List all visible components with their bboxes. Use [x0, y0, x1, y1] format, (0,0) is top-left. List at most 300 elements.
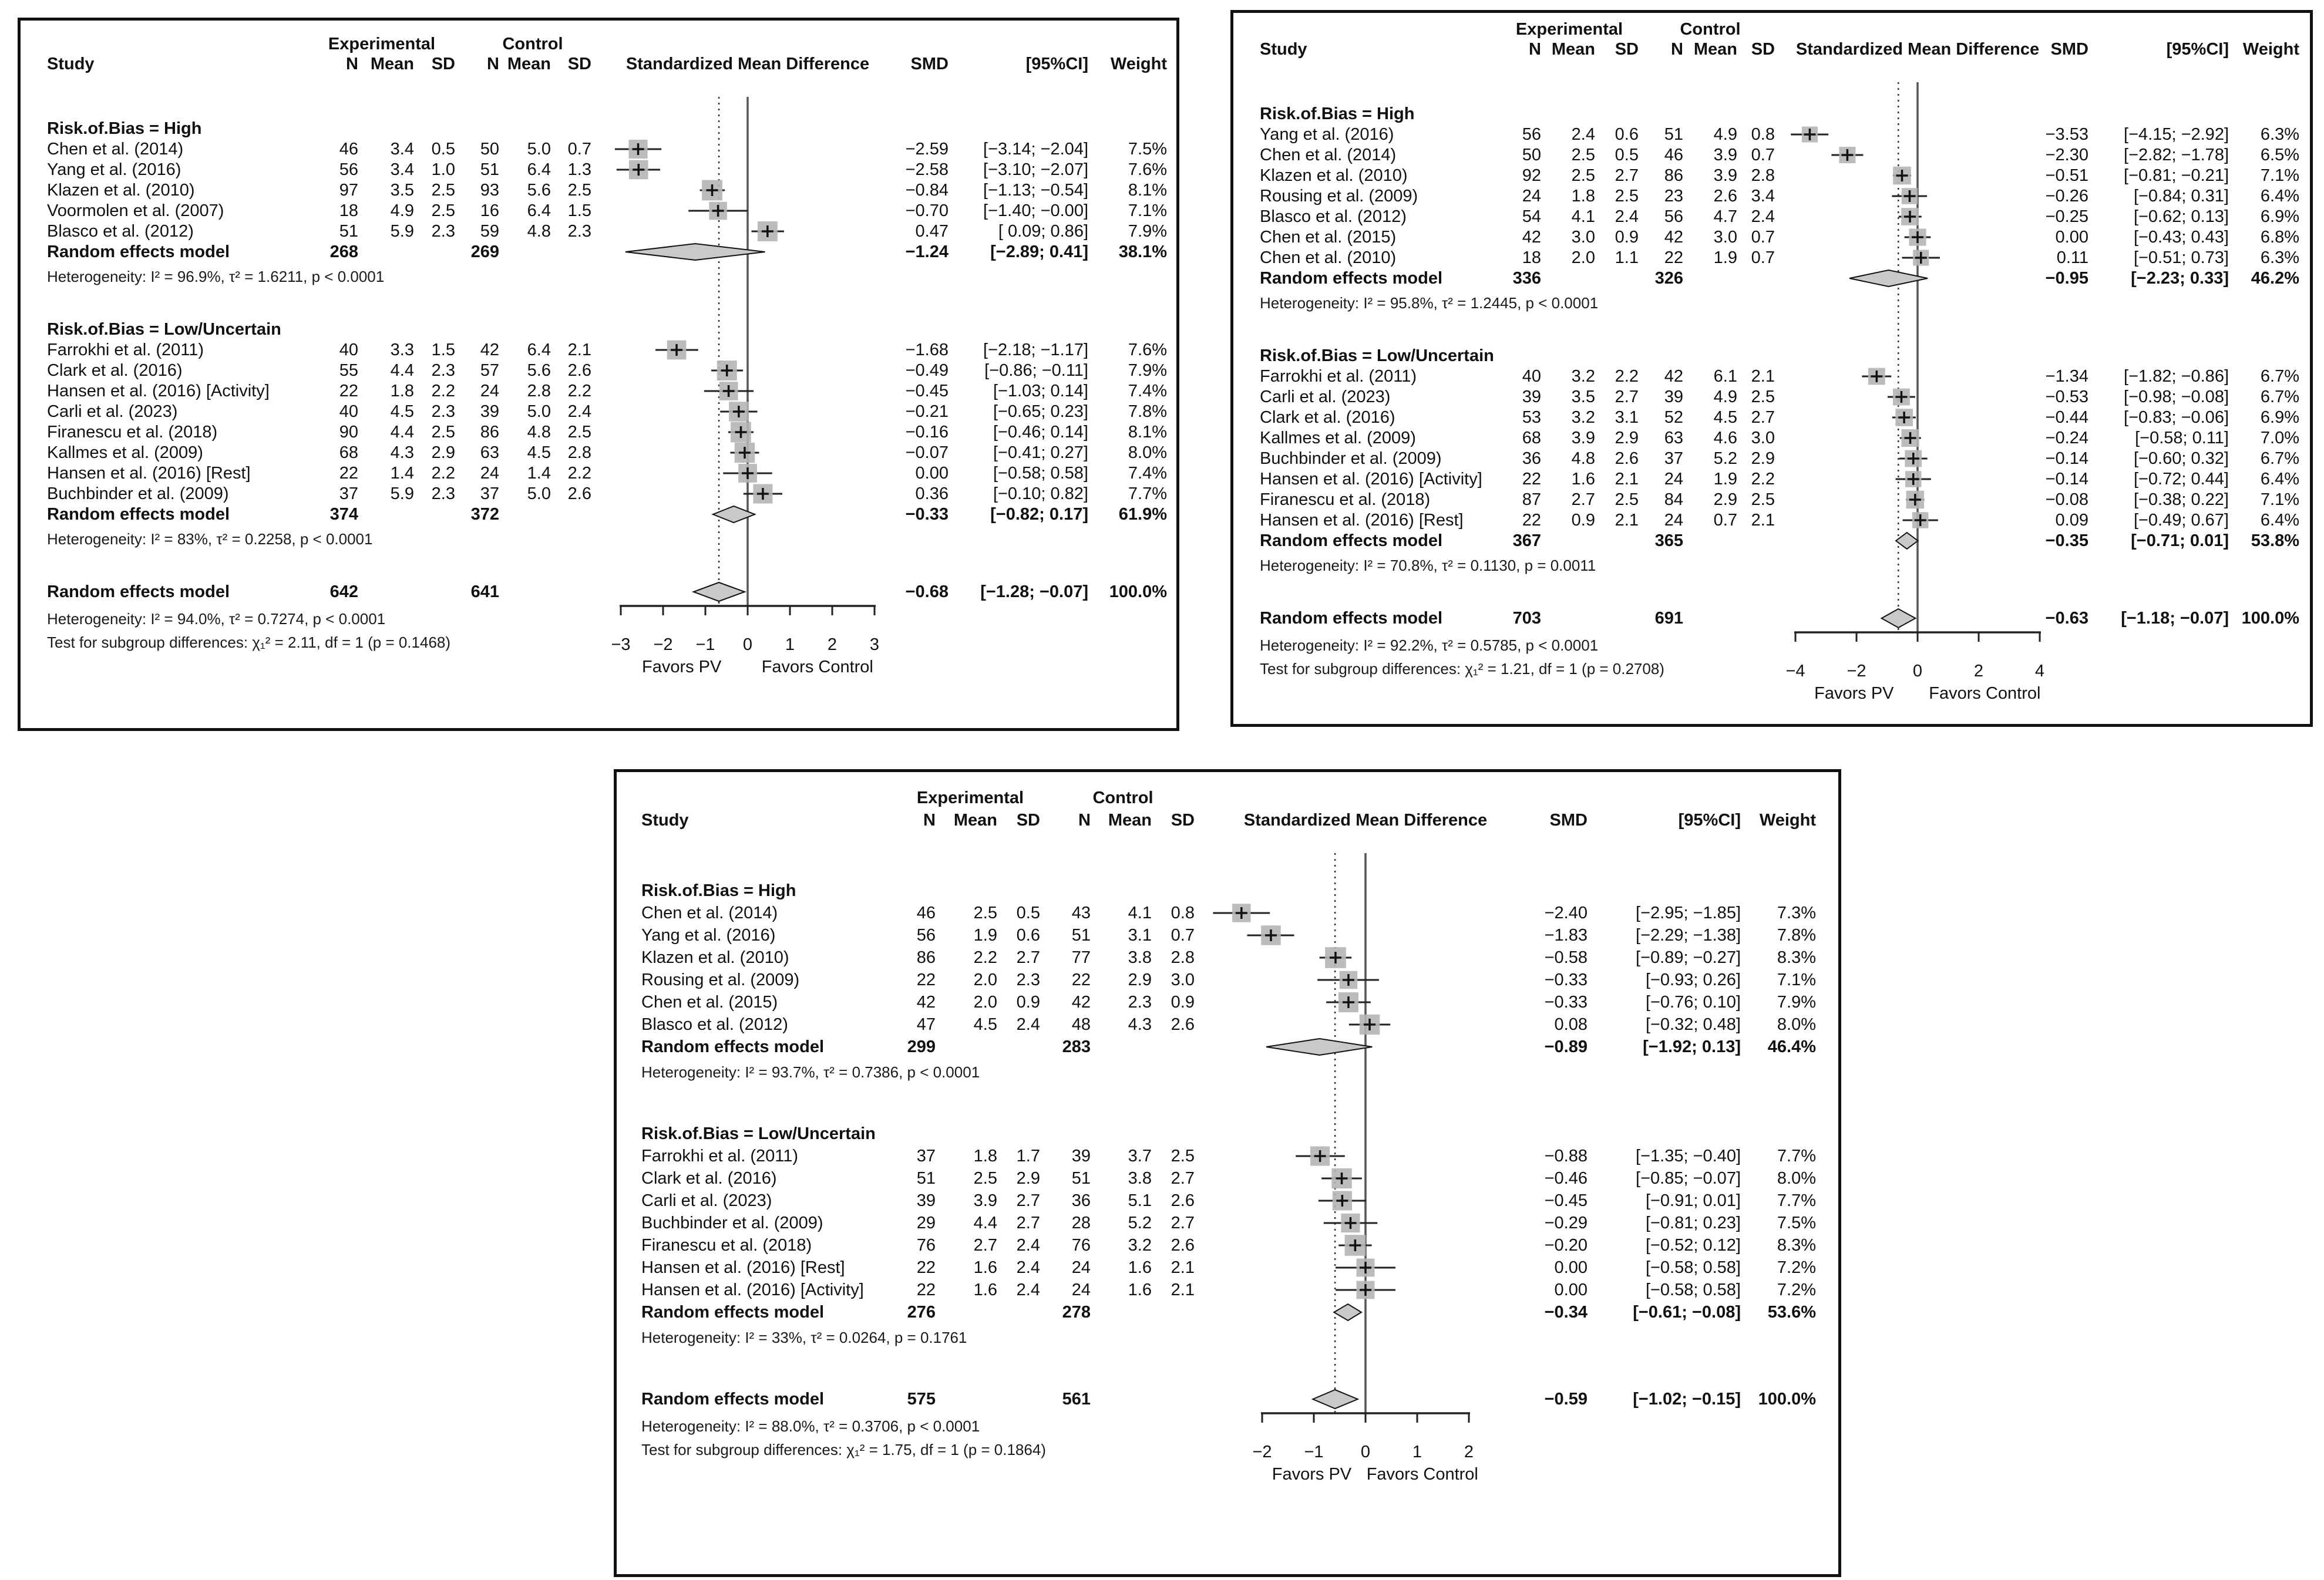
study-label: Chen et al. (2014): [47, 140, 184, 159]
mean-header: Mean: [507, 55, 551, 73]
control-n: 52: [1664, 408, 1683, 427]
forest-plot-panel-1: [18, 18, 1179, 731]
experimental-n: 97: [339, 181, 358, 200]
control-sd: 2.4: [1751, 207, 1775, 226]
experimental-mean: 3.2: [1571, 408, 1595, 427]
experimental-sd: 2.7: [1016, 1214, 1040, 1232]
experimental-n: 18: [1522, 248, 1541, 267]
experimental-sd: 2.7: [1016, 948, 1040, 967]
control-mean: 3.8: [1128, 1169, 1152, 1188]
smd-value: −2.30: [2045, 146, 2088, 164]
weight-value: 8.1%: [1128, 423, 1167, 442]
smd-value: −0.33: [905, 505, 949, 524]
ci-value: [−0.72; 0.44]: [2133, 470, 2229, 489]
experimental-n: 24: [1522, 187, 1541, 205]
experimental-header: Experimental: [916, 789, 1024, 807]
control-sd: 2.8: [1751, 166, 1775, 185]
control-n: 24: [1071, 1281, 1091, 1299]
control-sd: 2.6: [1171, 1015, 1195, 1034]
control-sd: 2.2: [567, 464, 591, 483]
favors-left-label: Favors PV: [641, 658, 722, 676]
subgroup-label: Risk.of.Bias = High: [641, 881, 796, 900]
smd-value: −0.84: [905, 181, 949, 200]
heterogeneity-row: [617, 1062, 1838, 1083]
ci-value: [−0.61; −0.08]: [1633, 1303, 1741, 1322]
study-row: [617, 925, 1838, 946]
weight-value: 8.0%: [1777, 1015, 1816, 1034]
weight-value: 61.9%: [1118, 505, 1167, 524]
heterogeneity-note: Heterogeneity: I² = 83%, τ² = 0.2258, p < 0.0001: [47, 530, 373, 548]
control-mean: 5.6: [527, 181, 551, 200]
study-label: Farrokhi et al. (2011): [47, 341, 204, 359]
experimental-sd: 2.3: [1016, 971, 1040, 989]
experimental-n: 22: [1522, 511, 1541, 530]
experimental-n: 50: [1522, 146, 1541, 164]
study-row: [617, 969, 1838, 991]
study-row: [617, 1257, 1838, 1278]
weight-value: 7.0%: [2260, 429, 2299, 447]
axis-tick-label: −4: [1785, 662, 1805, 680]
control-n: 36: [1071, 1191, 1091, 1210]
control-mean: 3.1: [1128, 926, 1152, 945]
experimental-mean: 1.6: [973, 1258, 997, 1277]
experimental-n: 42: [1522, 228, 1541, 247]
smd-value: −0.25: [2045, 207, 2088, 226]
experimental-n: 18: [339, 201, 358, 220]
control-mean: 5.6: [527, 361, 551, 380]
smd-value: −1.83: [1544, 926, 1588, 945]
control-mean: 3.2: [1128, 1236, 1152, 1255]
weight-value: 100.0%: [1109, 582, 1167, 601]
experimental-mean: 3.9: [973, 1191, 997, 1210]
control-n: 24: [1664, 470, 1683, 489]
experimental-n: 68: [339, 443, 358, 462]
study-row: [1233, 386, 2310, 407]
experimental-sd: 1.0: [431, 160, 455, 179]
n-header: N: [1078, 811, 1091, 830]
mean-header: Mean: [953, 811, 997, 830]
experimental-n: 29: [916, 1214, 936, 1232]
smd-header: SMD: [910, 55, 949, 73]
ci-value: [−0.89; −0.27]: [1636, 948, 1741, 967]
experimental-n: 367: [1512, 531, 1541, 550]
weight-value: 7.1%: [2260, 490, 2299, 509]
weight-value: 6.7%: [2260, 367, 2299, 386]
heterogeneity-row: [617, 1327, 1838, 1348]
mean-header: Mean: [1108, 811, 1152, 830]
smd-value: −2.59: [905, 140, 949, 159]
control-n: 24: [1071, 1258, 1091, 1277]
experimental-mean: 3.4: [390, 160, 414, 179]
mean-header: Mean: [370, 55, 414, 73]
experimental-n: 336: [1512, 269, 1541, 288]
subgroup-summary-row: [617, 1036, 1838, 1057]
subgroup-label-row: [21, 319, 1176, 340]
study-row: [1233, 427, 2310, 449]
experimental-mean: 2.5: [973, 904, 997, 922]
overall-label: Random effects model: [641, 1390, 824, 1409]
ci-value: [−0.60; 0.32]: [2133, 449, 2229, 468]
experimental-mean: 3.4: [390, 140, 414, 159]
ci-value: [−2.95; −1.85]: [1636, 904, 1741, 922]
control-n: 51: [480, 160, 499, 179]
study-row: [1233, 489, 2310, 510]
experimental-mean: 2.5: [973, 1169, 997, 1188]
control-mean: 2.3: [1128, 993, 1152, 1012]
control-sd: 0.9: [1171, 993, 1195, 1012]
control-n: 24: [480, 382, 499, 400]
weight-value: 7.5%: [1777, 1214, 1816, 1232]
experimental-mean: 3.5: [390, 181, 414, 200]
experimental-n: 54: [1522, 207, 1541, 226]
study-row: [21, 442, 1176, 463]
experimental-sd: 2.2: [1615, 367, 1639, 386]
summary-label: Random effects model: [641, 1303, 824, 1322]
control-sd: 2.7: [1171, 1169, 1195, 1188]
experimental-mean: 1.4: [390, 464, 414, 483]
smd-value: −0.45: [1544, 1191, 1588, 1210]
study-row: [1233, 165, 2310, 186]
control-sd: 2.1: [567, 341, 591, 359]
control-sd: 2.6: [567, 361, 591, 380]
smd-value: −0.63: [2045, 609, 2088, 628]
control-sd: 2.1: [1171, 1281, 1195, 1299]
control-sd: 3.0: [1751, 429, 1775, 447]
experimental-sd: 0.5: [431, 140, 455, 159]
control-n: 42: [1664, 367, 1683, 386]
ci-value: [−0.58; 0.58]: [993, 464, 1088, 483]
smd-value: −0.33: [1544, 971, 1588, 989]
study-row: [1233, 124, 2310, 145]
control-n: 16: [480, 201, 499, 220]
control-mean: 4.9: [1713, 388, 1737, 406]
subgroup-label-row: [21, 118, 1176, 139]
axis-tick-labels: [617, 1441, 1838, 1463]
ci-value: [−0.83; −0.06]: [2124, 408, 2229, 427]
ci-value: [−0.41; 0.27]: [993, 443, 1088, 462]
study-label: Carli et al. (2023): [1260, 388, 1391, 406]
experimental-sd: 2.4: [1016, 1015, 1040, 1034]
overall-summary-row: [21, 581, 1176, 602]
experimental-n: 37: [916, 1147, 936, 1165]
subgroup-test-note: Test for subgroup differences: χ₁² = 1.21, df = 1 (p = 0.2708): [1260, 660, 1664, 678]
smd-value: −0.59: [1544, 1390, 1588, 1409]
weight-value: 8.3%: [1777, 948, 1816, 967]
study-row: [21, 180, 1176, 201]
experimental-mean: 2.5: [1571, 146, 1595, 164]
summary-label: Random effects model: [47, 505, 230, 524]
study-label: Rousing et al. (2009): [641, 971, 800, 989]
axis-tick-label: 4: [2034, 662, 2045, 680]
ci-value: [−0.46; 0.14]: [993, 423, 1088, 442]
smd-value: −0.29: [1544, 1214, 1588, 1232]
smd-value: −0.24: [2045, 429, 2088, 447]
ci-header: [95%CI]: [1678, 811, 1741, 830]
weight-value: 7.9%: [1777, 993, 1816, 1012]
n-header: N: [1671, 40, 1683, 59]
weight-value: 6.7%: [2260, 388, 2299, 406]
weight-value: 7.4%: [1128, 382, 1167, 400]
ci-value: [−0.81; 0.23]: [1645, 1214, 1741, 1232]
weight-value: 100.0%: [1758, 1390, 1816, 1409]
study-label: Blasco et al. (2012): [47, 222, 194, 241]
experimental-n: 22: [916, 1281, 936, 1299]
control-sd: 1.3: [567, 160, 591, 179]
smd-value: −2.58: [905, 160, 949, 179]
smd-value: 0.00: [2055, 228, 2088, 247]
control-n: 51: [1664, 125, 1683, 144]
heterogeneity-note: Heterogeneity: I² = 88.0%, τ² = 0.3706, p < 0.0001: [641, 1417, 980, 1435]
sd-header: SD: [567, 55, 591, 73]
experimental-mean: 4.5: [390, 402, 414, 421]
summary-label: Random effects model: [1260, 269, 1442, 288]
axis-tick-label: −2: [1252, 1443, 1272, 1461]
experimental-sd: 2.1: [1615, 511, 1639, 530]
control-mean: 1.9: [1713, 248, 1737, 267]
study-label: Blasco et al. (2012): [1260, 207, 1407, 226]
axis-tick-label: −2: [1847, 662, 1866, 680]
experimental-header: Experimental: [328, 35, 436, 53]
control-sd: 2.8: [567, 443, 591, 462]
subgroup-summary-row: [1233, 530, 2310, 551]
experimental-sd: 2.3: [431, 361, 455, 380]
weight-value: 7.6%: [1128, 341, 1167, 359]
experimental-sd: 2.5: [431, 181, 455, 200]
axis-tick-labels: [1233, 661, 2310, 682]
control-mean: 3.7: [1128, 1147, 1152, 1165]
ci-value: [−0.84; 0.31]: [2133, 187, 2229, 205]
control-sd: 0.8: [1751, 125, 1775, 144]
sd-header: SD: [1016, 811, 1040, 830]
experimental-sd: 2.5: [431, 423, 455, 442]
control-mean: 4.8: [527, 222, 551, 241]
heterogeneity-row: [1233, 292, 2310, 314]
ci-value: [−0.91; 0.01]: [1645, 1191, 1741, 1210]
experimental-n: 37: [339, 484, 358, 503]
control-n: 63: [480, 443, 499, 462]
study-row: [617, 1168, 1838, 1189]
experimental-n: 47: [916, 1015, 936, 1034]
experimental-mean: 4.1: [1571, 207, 1595, 226]
control-mean: 4.5: [527, 443, 551, 462]
overall-label: Random effects model: [47, 582, 230, 601]
ci-value: [−0.52; 0.12]: [1645, 1236, 1741, 1255]
subgroup-label-row: [1233, 345, 2310, 366]
study-label: Farrokhi et al. (2011): [641, 1147, 799, 1165]
control-sd: 0.8: [1171, 904, 1195, 922]
experimental-mean: 1.8: [973, 1147, 997, 1165]
ci-value: [−0.51; 0.73]: [2133, 248, 2229, 267]
study-label: Rousing et al. (2009): [1260, 187, 1418, 205]
study-label: Voormolen et al. (2007): [47, 201, 224, 220]
experimental-sd: 2.3: [431, 222, 455, 241]
smd-value: −0.95: [2045, 269, 2088, 288]
experimental-mean: 2.5: [1571, 166, 1595, 185]
study-row: [617, 902, 1838, 924]
smd-value: −0.26: [2045, 187, 2088, 205]
study-row: [21, 360, 1176, 381]
smd-value: −0.46: [1544, 1169, 1588, 1188]
study-label: Chen et al. (2014): [641, 904, 778, 922]
weight-value: 53.8%: [2251, 531, 2299, 550]
sd-header: SD: [431, 55, 455, 73]
smd-value: −0.88: [1544, 1147, 1588, 1165]
control-sd: 2.1: [1171, 1258, 1195, 1277]
experimental-n: 575: [907, 1390, 936, 1409]
control-n: 372: [470, 505, 499, 524]
experimental-sd: 2.5: [1615, 490, 1639, 509]
weight-value: 53.6%: [1767, 1303, 1816, 1322]
ci-value: [ 0.09; 0.86]: [998, 222, 1088, 241]
study-row: [21, 200, 1176, 221]
experimental-mean: 3.9: [1571, 429, 1595, 447]
weight-value: 6.9%: [2260, 408, 2299, 427]
ci-value: [−2.89; 0.41]: [990, 242, 1088, 261]
control-n: 24: [480, 464, 499, 483]
study-label: Buchbinder et al. (2009): [641, 1214, 823, 1232]
control-sd: 2.6: [1171, 1236, 1195, 1255]
experimental-n: 22: [339, 464, 358, 483]
experimental-sd: 3.1: [1615, 408, 1639, 427]
experimental-n: 92: [1522, 166, 1541, 185]
experimental-n: 51: [339, 222, 358, 241]
experimental-n: 642: [329, 582, 358, 601]
experimental-sd: 2.7: [1615, 388, 1639, 406]
study-row: [21, 401, 1176, 422]
weight-value: 6.7%: [2260, 449, 2299, 468]
control-n: 561: [1062, 1390, 1091, 1409]
ci-value: [−0.58; 0.58]: [1645, 1258, 1741, 1277]
control-n: 365: [1654, 531, 1683, 550]
experimental-mean: 4.5: [973, 1015, 997, 1034]
smd-value: −0.07: [905, 443, 949, 462]
control-mean: 6.1: [1713, 367, 1737, 386]
experimental-mean: 1.9: [973, 926, 997, 945]
experimental-sd: 2.7: [1615, 166, 1639, 185]
weight-header: Weight: [1110, 55, 1167, 73]
control-n: 22: [1664, 248, 1683, 267]
experimental-n: 55: [339, 361, 358, 380]
experimental-n: 56: [1522, 125, 1541, 144]
control-n: 23: [1664, 187, 1683, 205]
weight-value: 38.1%: [1118, 242, 1167, 261]
control-mean: 3.0: [1713, 228, 1737, 247]
study-row: [617, 1212, 1838, 1234]
control-n: 77: [1071, 948, 1091, 967]
experimental-mean: 2.0: [973, 993, 997, 1012]
axis-tick-label: −1: [695, 635, 715, 654]
study-label: Klazen et al. (2010): [641, 948, 789, 967]
experimental-n: 76: [916, 1236, 936, 1255]
experimental-n: 46: [916, 904, 936, 922]
experimental-mean: 1.6: [1571, 470, 1595, 489]
experimental-sd: 2.7: [1016, 1191, 1040, 1210]
experimental-sd: 0.9: [1016, 993, 1040, 1012]
ci-value: [−0.49; 0.67]: [2133, 511, 2229, 530]
study-label: Chen et al. (2010): [1260, 248, 1397, 267]
experimental-n: 22: [339, 382, 358, 400]
study-row: [617, 1235, 1838, 1256]
experimental-sd: 2.6: [1615, 449, 1639, 468]
control-mean: 4.9: [1713, 125, 1737, 144]
study-row: [21, 422, 1176, 443]
control-mean: 2.8: [527, 382, 551, 400]
smd-value: −0.58: [1544, 948, 1588, 967]
experimental-mean: 2.0: [1571, 248, 1595, 267]
ci-value: [−2.29; −1.38]: [1636, 926, 1741, 945]
smd-value: −0.53: [2045, 388, 2088, 406]
ci-value: [−0.43; 0.43]: [2133, 228, 2229, 247]
weight-value: 6.4%: [2260, 511, 2299, 530]
subgroup-label: Risk.of.Bias = Low/Uncertain: [1260, 346, 1494, 365]
experimental-n: 42: [916, 993, 936, 1012]
control-mean: 4.1: [1128, 904, 1152, 922]
heterogeneity-note: Heterogeneity: I² = 94.0%, τ² = 0.7274, p < 0.0001: [47, 610, 386, 628]
weight-value: 7.4%: [1128, 464, 1167, 483]
weight-header: Weight: [1759, 811, 1816, 830]
experimental-n: 56: [916, 926, 936, 945]
study-label: Klazen et al. (2010): [1260, 166, 1408, 185]
control-n: 56: [1664, 207, 1683, 226]
subgroup-label-row: [617, 880, 1838, 901]
experimental-sd: 2.9: [431, 443, 455, 462]
weight-value: 46.2%: [2251, 269, 2299, 288]
ci-value: [−3.10; −2.07]: [983, 160, 1088, 179]
n-header: N: [1529, 40, 1541, 59]
experimental-header: Experimental: [1515, 20, 1623, 39]
control-n: 42: [480, 341, 499, 359]
control-mean: 3.8: [1128, 948, 1152, 967]
weight-value: 7.1%: [1777, 971, 1816, 989]
study-row: [21, 380, 1176, 402]
ci-value: [−0.58; 0.58]: [1645, 1281, 1741, 1299]
control-n: 39: [1664, 388, 1683, 406]
control-n: 283: [1062, 1037, 1091, 1056]
experimental-mean: 2.7: [973, 1236, 997, 1255]
experimental-sd: 2.3: [431, 484, 455, 503]
overall-summary-row: [617, 1389, 1838, 1410]
experimental-n: 22: [916, 971, 936, 989]
weight-value: 7.1%: [1128, 201, 1167, 220]
weight-value: 100.0%: [2241, 609, 2299, 628]
subgroup-summary-row: [21, 241, 1176, 262]
control-sd: 2.5: [567, 181, 591, 200]
subgroup-summary-row: [1233, 268, 2310, 289]
control-n: 84: [1664, 490, 1683, 509]
control-n: 57: [480, 361, 499, 380]
study-label: Yang et al. (2016): [47, 160, 181, 179]
experimental-mean: 4.9: [390, 201, 414, 220]
control-mean: 3.9: [1713, 146, 1737, 164]
experimental-n: 39: [1522, 388, 1541, 406]
study-label: Carli et al. (2023): [47, 402, 178, 421]
control-mean: 5.1: [1128, 1191, 1152, 1210]
study-row: [1233, 469, 2310, 490]
ci-value: [−1.35; −0.40]: [1636, 1147, 1741, 1165]
smd-value: −0.68: [905, 582, 949, 601]
control-sd: 2.8: [1171, 948, 1195, 967]
ci-value: [−2.23; 0.33]: [2131, 269, 2229, 288]
experimental-mean: 4.4: [390, 361, 414, 380]
control-mean: 3.9: [1713, 166, 1737, 185]
smd-value: −2.40: [1544, 904, 1588, 922]
weight-value: 6.9%: [2260, 207, 2299, 226]
smd-value: −1.24: [905, 242, 949, 261]
subgroup-label: Risk.of.Bias = High: [47, 119, 202, 138]
smd-value: −0.35: [2045, 531, 2088, 550]
experimental-n: 53: [1522, 408, 1541, 427]
ci-value: [−1.02; −0.15]: [1633, 1390, 1741, 1409]
